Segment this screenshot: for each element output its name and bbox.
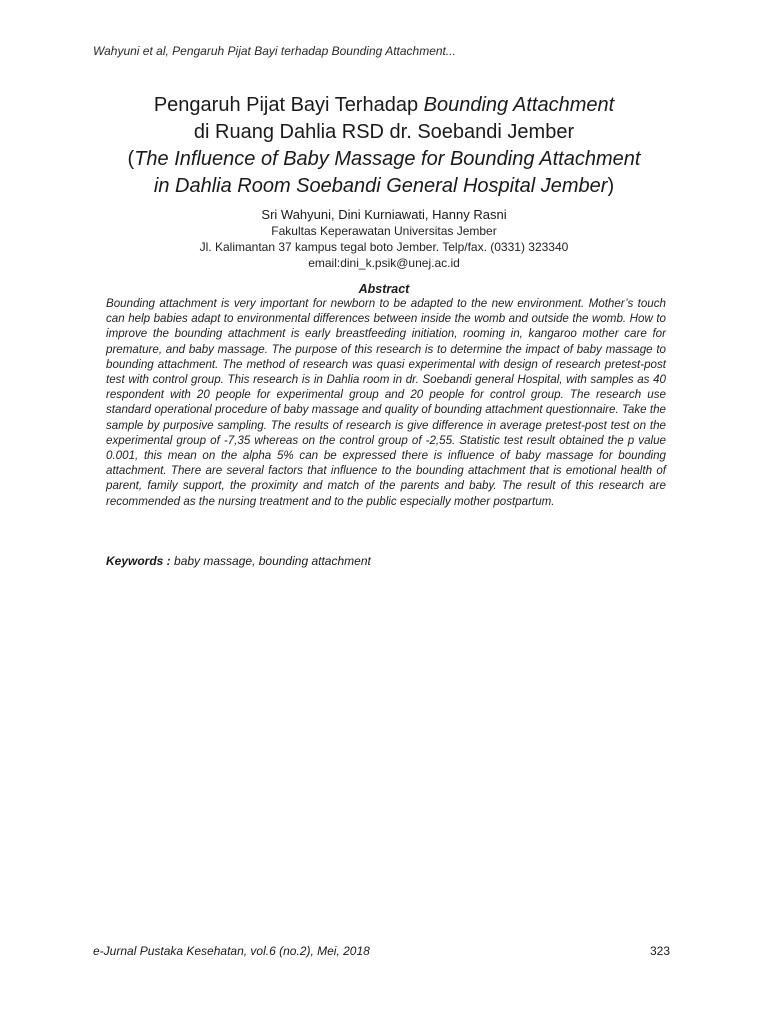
footer-journal-citation: e-Jurnal Pustaka Kesehatan, vol.6 (no.2), Mei, 2018 (93, 944, 370, 958)
running-header: Wahyuni et al, Pengaruh Pijat Bayi terhadap Bounding Attachment... (93, 44, 456, 58)
title-line-1-text: Pengaruh Pijat Bayi Terhadap (153, 94, 424, 116)
affiliation-faculty: Fakultas Keperawatan Universitas Jember (271, 224, 497, 238)
keywords-value: baby massage, bounding attachment (170, 554, 371, 568)
affiliation-address: Jl. Kalimantan 37 kampus tegal boto Jember. Telp/fax. (0331) 323340 (199, 240, 569, 254)
title-line-1 (60, 92, 708, 119)
affiliation-email: email:dini_k.psik@unej.ac.id (308, 256, 460, 270)
keywords (106, 554, 371, 568)
abstract-body: Bounding attachment is very important for newborn to be adapted to the new environment. Mother’s touch can help babies adapt to environmental differences between inside the womb and outside the womb. How to improve the bounding attachment is early breastfeeding initiation, rooming in, kangaroo mother care for premature, and baby massage. The purpose of this research is to determine the impact of baby massage to bounding attachment. The method of research was quasi experimental with design of research pretest-post test with control group. This research is in Dahlia room in dr. Soebandi general Hospital, with samples as 40 respondent with 20 people for experimental group and 20 people for control group. The research use standard operational procedure of baby massage and quality of bounding attachment questionnaire. Take the sample by purposive sampling. The results of research is give difference in average pretest-post test on the experimental group of -7,35 whereas on the control group of -2,55. Statistic test result obtained the p value 0.001, this mean on the alpha 5% can be expressed there is influence of baby massage for bounding attachment. There are several factors that influence to the bounding attachment that is emotional health of parent, family support, the proximity and match of the parents and baby. The result of this research are recommended as the nursing treatment and to the public especially mother postpartum. (106, 297, 666, 508)
title-line-3 (60, 146, 708, 173)
title-line-4-italic: in Dahlia Room Soebandi General Hospital Jember (153, 175, 608, 197)
title-line-4 (60, 173, 708, 200)
abstract-heading: Abstract (358, 282, 410, 296)
affiliation (60, 223, 708, 271)
keywords-label: Keywords : (106, 554, 171, 568)
title-line-4-paren: ) (607, 175, 615, 197)
title-line-2: di Ruang Dahlia RSD dr. Soebandi Jember (193, 121, 575, 143)
title-line-3-paren: ( (127, 148, 135, 170)
article-title (60, 92, 708, 200)
title-line-3-italic: The Influence of Baby Massage for Bounding Attachment (134, 148, 641, 170)
title-line-1-italic: Bounding Attachment (423, 94, 615, 116)
page-number: 323 (649, 944, 670, 958)
author-list: Sri Wahyuni, Dini Kurniawati, Hanny Rasni (261, 207, 507, 222)
